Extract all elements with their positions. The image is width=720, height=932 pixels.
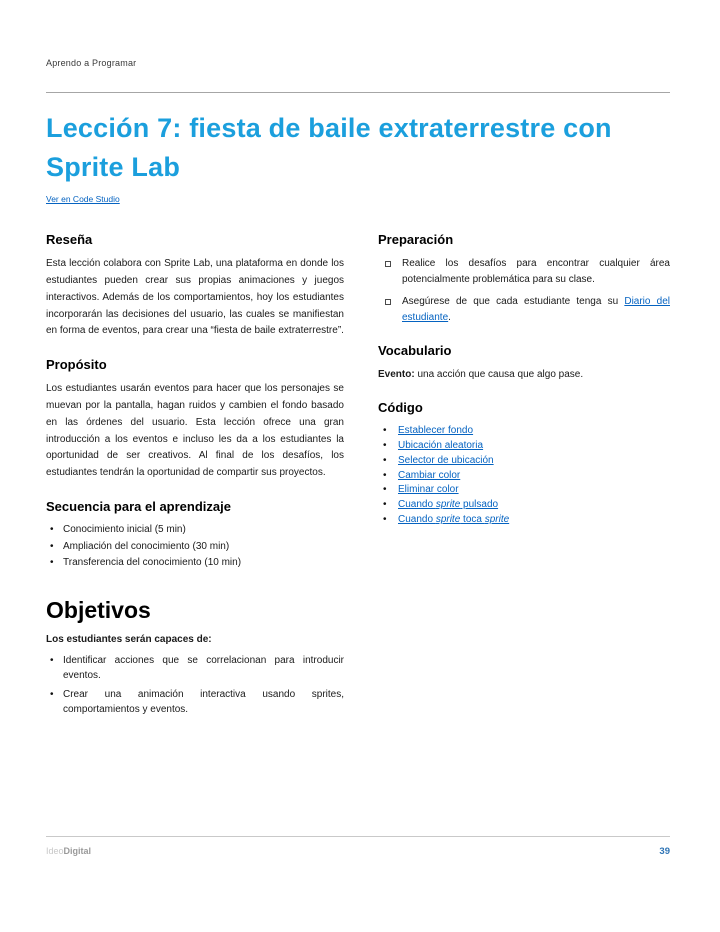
resena-heading: Reseña [46,232,93,248]
proposito-paragraph: Los estudiantes usarán eventos para hacer que los personajes se muevan por la pantalla, hagan ruidos y cambien el fondo basado en las órdenes del usuario. Esta lección ofrece una gran introducción a los eventos e incluso les da a los estudiantes la oportunidad de ser creativos. Al final de los desafíos, los estudiantes tendrán la oportunidad de compartir sus proyectos. [46,383,344,479]
left-column [46,215,344,720]
vocab-term: Evento: [378,369,415,381]
header-divider [46,92,670,93]
codigo-item [378,498,670,512]
preparacion-item [378,256,670,288]
objetivos-list [46,653,344,718]
link-eliminar-color[interactable]: Eliminar color [398,484,459,496]
vocab-definition: una acción que causa que algo pase. [414,369,584,381]
link-establecer-fondo[interactable]: Establecer fondo [398,425,474,437]
objetivo-item: • Crear una animación interactiva usando sprites, comportamientos y eventos. [46,687,344,718]
codigo-item [378,439,670,453]
link-cuando-sprite-pulsado[interactable]: Cuando sprite pulsado [398,499,499,511]
two-column-layout [46,215,670,720]
lesson-title: Lección 7: fiesta de baile extraterrestre con Sprite Lab [46,113,612,183]
vocabulario-entry [378,367,670,383]
codigo-item [378,424,670,438]
vocabulario-heading: Vocabulario [378,343,452,359]
codigo-heading: Código [378,400,423,416]
proposito-heading: Propósito [46,357,107,373]
page-footer [46,836,670,857]
link-cuando-sprite-toca-sprite[interactable]: Cuando sprite toca sprite [398,514,510,526]
preparacion-item [378,294,670,326]
link-ubicacion-aleatoria[interactable]: Ubicación aleatoria [398,440,484,452]
secuencia-heading: Secuencia para el aprendizaje [46,499,231,515]
link-cambiar-color[interactable]: Cambiar color [398,469,461,481]
codigo-item [378,469,670,483]
codigo-item [378,513,670,527]
preparacion-list [378,256,670,326]
codigo-item [378,483,670,497]
objetivos-heading: Objetivos [46,596,151,623]
footer-brand-bold: Digital [63,846,92,856]
codigo-item [378,454,670,468]
secuencia-item: • Transferencia del conocimiento (10 min) [46,556,344,571]
preparacion-item-text: . [448,312,451,324]
preparacion-heading: Preparación [378,232,454,248]
secuencia-item: • Ampliación del conocimiento (30 min) [46,540,344,555]
page-number: 39 [659,846,670,857]
code-studio-link[interactable]: Ver en Code Studio [46,194,120,205]
secuencia-item: • Conocimiento inicial (5 min) [46,523,344,538]
objetivo-item: • Identificar acciones que se correlacionan para introducir eventos. [46,653,344,684]
objetivos-lead: Los estudiantes serán capaces de: [46,633,212,645]
footer-brand-light: Ideo [46,846,64,856]
footer-brand [46,846,91,856]
resena-paragraph: Esta lección colabora con Sprite Lab, una plataforma en donde los estudiantes pueden crear sus propias animaciones y juegos interactivos. Además de los comportamientos, hoy los estudiantes incorporarán las decisiones del usuario, las cuales se manifiestan en forma de eventos, para crear una “fiesta de baile extraterrestre”. [46,258,344,337]
doc-header-brand: Aprendo a Programar [46,58,137,68]
preparacion-item-text: Realice los desafíos para encontrar cualquier área potencialmente problemática para su clase. [402,258,670,286]
right-column [378,215,670,720]
diario-estudiante-link[interactable]: Diario del estudiante [402,296,670,324]
secuencia-list [46,523,344,571]
codigo-link-list [378,424,670,527]
preparacion-item-text: Asegúrese de que cada estudiante tenga su [402,296,625,308]
link-selector-de-ubicacion[interactable]: Selector de ubicación [398,454,494,466]
